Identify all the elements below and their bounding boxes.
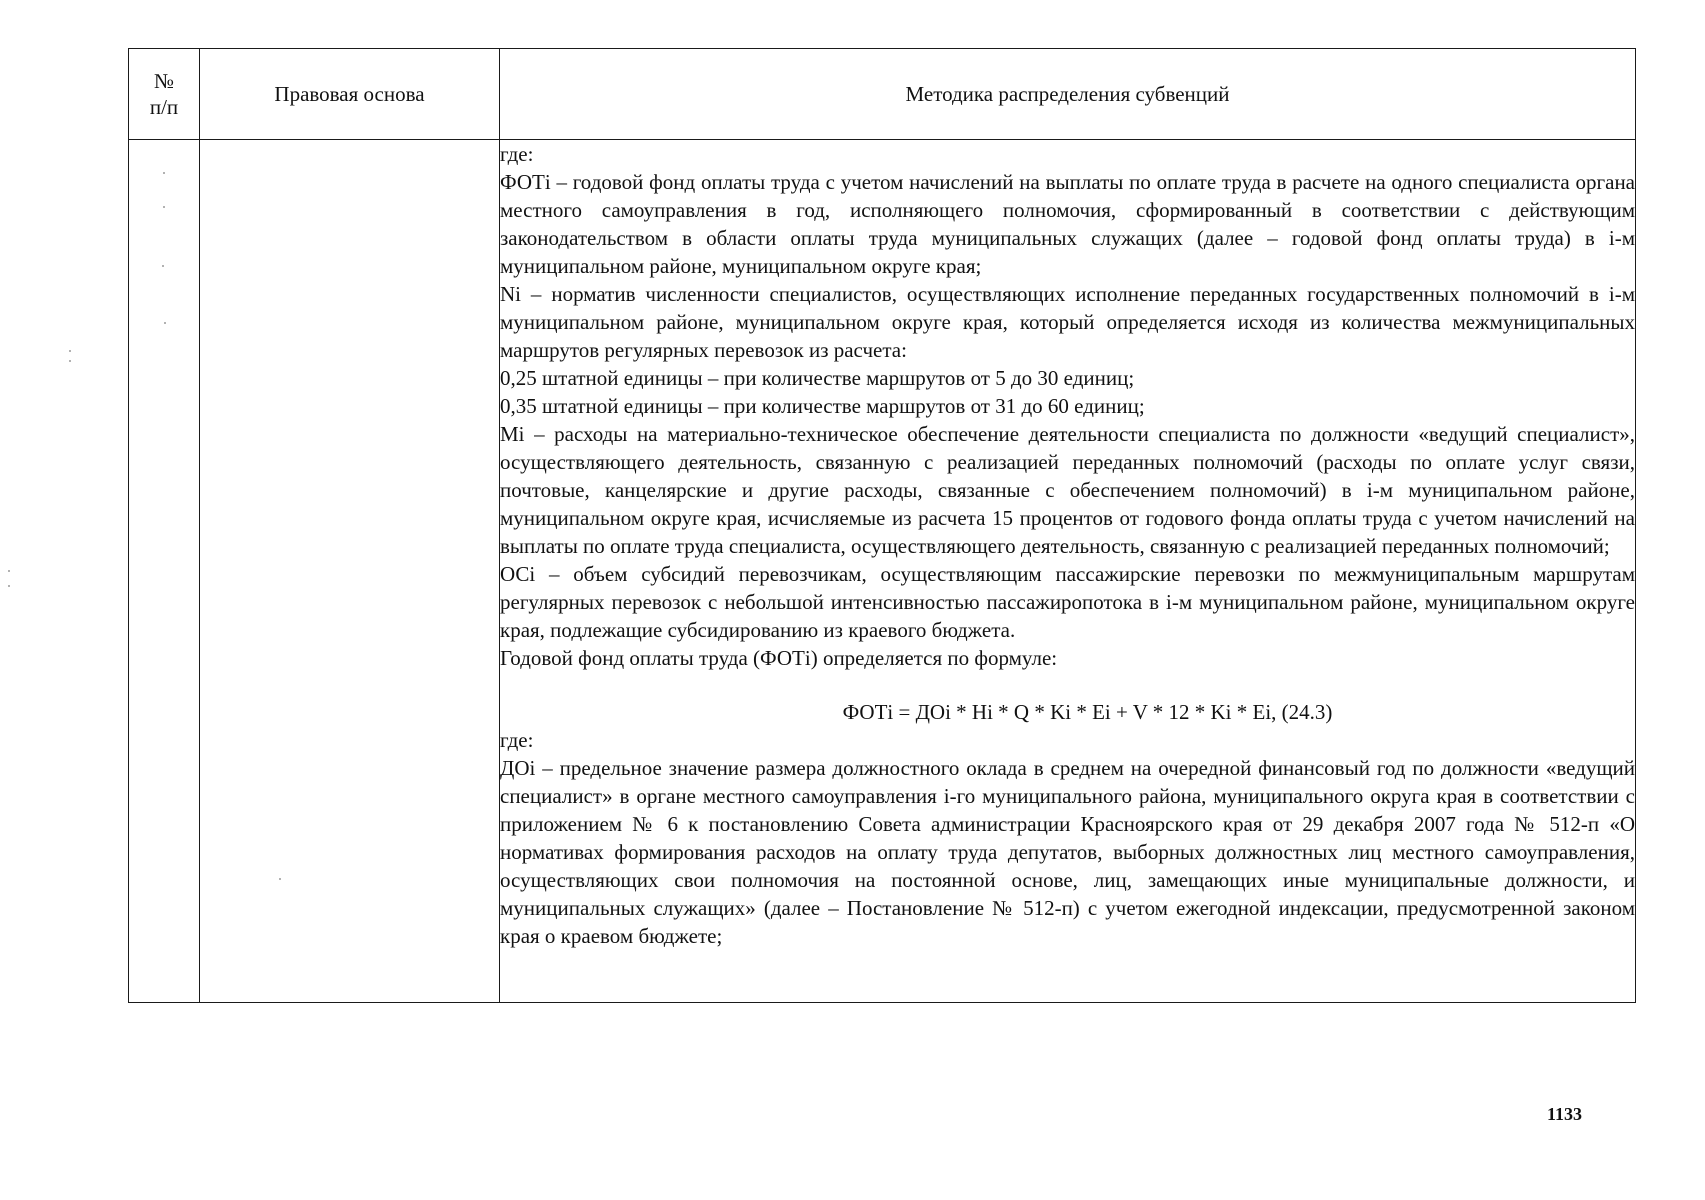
paragraph-rate-025: 0,25 штатной единицы – при количестве маршрутов от 5 до 30 единиц; — [500, 366, 1135, 390]
paragraph-doi-definition: ДОi – предельное значение размера должностного оклада в среднем на очередной финансовый год по должности «ведущий специалист» в органе местного самоуправления i-го муниципального района, муниципального округа края в соответствии с приложением № 6 к постановлению Совета администрации Красноярского края от 29 декабря 2007 года № 512-п «О нормативах формирования расходов на оплату труда депутатов, выборных должностных лиц местного самоуправления, осуществляющих свои полномочия на постоянной основе, лиц, замещающих иные муниципальные должности, и муниципальных служащих» (далее – Постановление № 512-п) с учетом ежегодной индексации, предусмотренной законом края о краевом бюджете; — [500, 756, 1635, 948]
page-number: 1133 — [1547, 1104, 1583, 1124]
header-number-line1: № — [153, 68, 175, 93]
scan-speck — [163, 172, 165, 174]
table-row — [129, 140, 1636, 1003]
scan-speck — [69, 350, 71, 352]
header-legal-basis: Правовая основа — [200, 49, 500, 140]
scan-speck — [164, 322, 166, 324]
paragraph-foti-definition: ФОТi – годовой фонд оплаты труда с учетом начислений на выплаты по оплате труда в расчете на одного специалиста органа местного самоуправления в год, исполняющего полномочия, сформированный в соответствии с действующим законодательством в области оплаты труда муниципальных служащих (далее – годовой фонд оплаты труда) в i-м муниципальном районе, муниципальном округе края; — [500, 170, 1635, 278]
scan-speck — [8, 570, 10, 572]
scan-speck — [162, 265, 164, 267]
paragraph-formula-intro: Годовой фонд оплаты труда (ФОТi) определяется по формуле: — [500, 646, 1058, 670]
subvention-table — [128, 48, 1636, 1003]
table-header-row — [129, 49, 1636, 140]
row-methodology-cell — [500, 140, 1636, 1003]
paragraph-mi-definition: Mi – расходы на материально-техническое обеспечение деятельности специалиста по должности «ведущий специалист», осуществляющего деятельность, связанную с реализацией переданных полномочий (расходы по оплате услуг связи, почтовые, канцелярские и другие расходы, связанные с обеспечением полномочий) в i-м муниципальном районе, муниципальном округе края, исчисляемые из расчета 15 процентов от годового фонда оплаты труда с учетом начислений на выплаты по оплате труда специалиста, осуществляющего деятельность, связанную с реализацией переданных полномочий; — [500, 422, 1635, 558]
header-number — [129, 49, 200, 140]
scan-speck — [163, 206, 165, 208]
scan-speck — [279, 878, 281, 880]
header-methodology: Методика распределения субвенций — [500, 49, 1636, 140]
paragraph-rate-035: 0,35 штатной единицы – при количестве маршрутов от 31 до 60 единиц; — [500, 394, 1145, 418]
scan-speck — [69, 360, 71, 362]
formula-24-3: ФОТi = ДОi * Hi * Q * Ki * Ei + V * 12 * Ki * Ei, (24.3) — [842, 700, 1333, 724]
row-number-cell — [129, 140, 200, 1003]
paragraph-ni-definition: Ni – норматив численности специалистов, осуществляющих исполнение переданных государственных полномочий в i-м муниципальном районе, муниципальном округе края, который определяется исходя из количества межмуниципальных маршрутов регулярных перевозок из расчета: — [500, 282, 1635, 362]
paragraph-osi-definition: ОСi – объем субсидий перевозчикам, осуществляющим пассажирские перевозки по межмуниципальным маршрутам регулярных перевозок с небольшой интенсивностью пассажиропотока в i-м муниципальном районе, муниципальном округе края, подлежащие субсидированию из краевого бюджета. — [500, 562, 1635, 642]
paragraph-where-2: где: — [500, 728, 534, 752]
row-legal-basis-cell — [200, 140, 500, 1003]
scan-speck — [8, 585, 10, 587]
header-number-line2: п/п — [149, 95, 179, 119]
paragraph-where-1: где: — [500, 142, 534, 166]
